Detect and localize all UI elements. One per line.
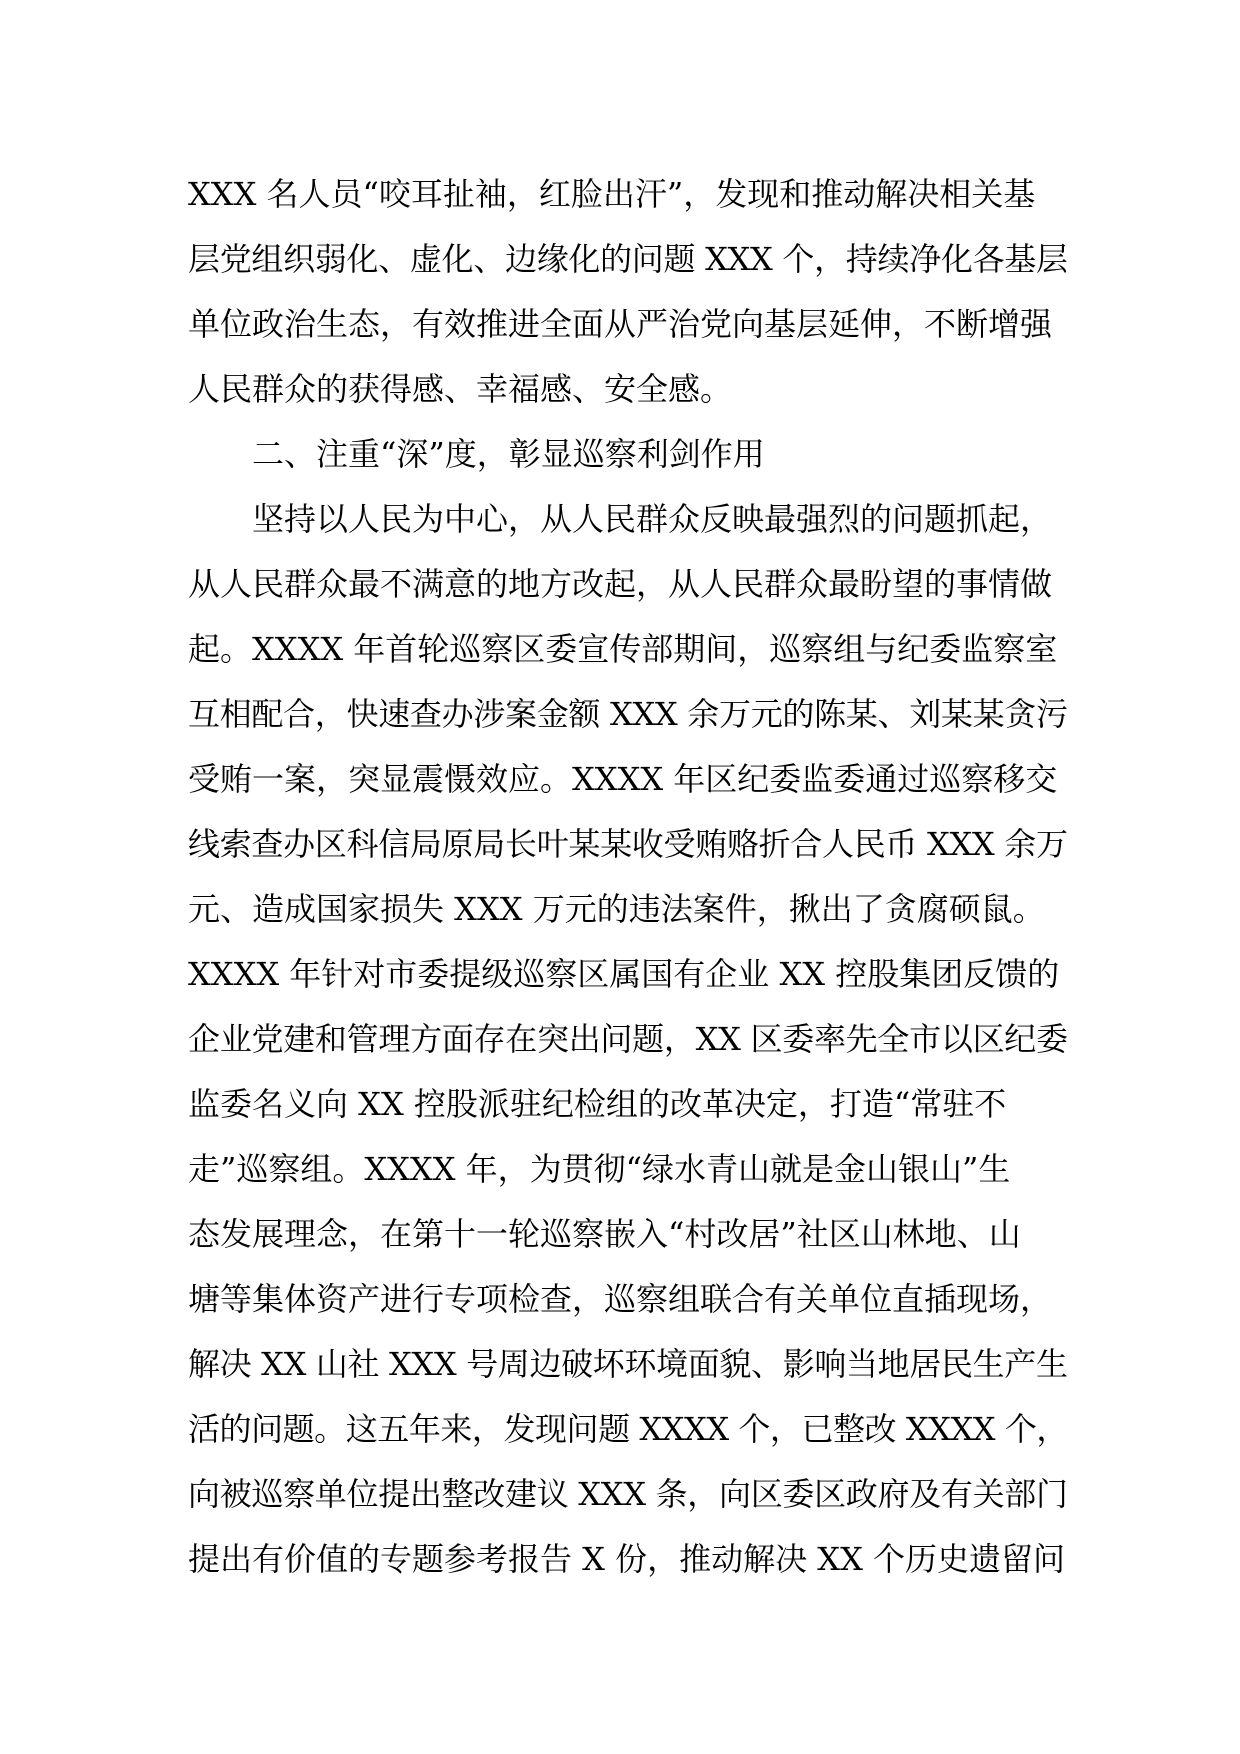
- text-line: 态发展理念，在第十一轮巡察嵌入“村改居”社区山林地、山: [188, 1215, 1021, 1253]
- text-line: 塘等集体资产进行专项检查，巡察组联合有关单位直插现场，: [188, 1280, 1053, 1318]
- text-line: 人民群众的获得感、幸福感、安全感。: [188, 370, 733, 408]
- text-line: 向被巡察单位提出整改建议 XXX 条，向区委区政府及有关部门: [188, 1475, 1068, 1513]
- text-line: 起。XXXX 年首轮巡察区委宣传部期间，巡察组与纪委监察室: [188, 630, 1058, 668]
- body-text: [188, 162, 1068, 1592]
- text-line: 解决 XX 山社 XXX 号周边破坏环境面貌、影响当地居民生产生: [188, 1345, 1068, 1383]
- text-line: 活的问题。这五年来，发现问题 XXXX 个，已整改 XXXX 个，: [188, 1410, 1068, 1448]
- text-line: 互相配合，快速查办涉案金额 XXX 余万元的陈某、刘某某贪污: [188, 695, 1068, 733]
- text-line: 受贿一案，突显震慑效应。XXXX 年区纪委监委通过巡察移交: [188, 760, 1058, 798]
- text-line: 坚持以人民为中心，从人民群众反映最强烈的问题抓起，: [252, 500, 1053, 538]
- text-line: 监委名义向 XX 控股派驻纪检组的改革决定，打造“常驻不: [188, 1085, 1007, 1123]
- text-line: XXXX 年针对市委提级巡察区属国有企业 XX 控股集团反馈的: [188, 955, 1060, 993]
- text-line: 走”巡察组。XXXX 年，为贯彻“绿水青山就是金山银山”生: [188, 1150, 1011, 1188]
- text-line: 单位政治生态，有效推进全面从严治党向基层延伸，不断增强: [188, 305, 1053, 343]
- text-line: 线索查办区科信局原局长叶某某收受贿赂折合人民币 XXX 余万: [188, 825, 1068, 863]
- section-heading: 二、注重“深”度，彰显巡察利剑作用: [252, 435, 765, 473]
- text-line: 企业党建和管理方面存在突出问题，XX 区委率先全市以区纪委: [188, 1020, 1068, 1058]
- text-line: 层党组织弱化、虚化、边缘化的问题 XXX 个，持续净化各基层: [188, 240, 1068, 278]
- text-line: 提出有价值的专题参考报告 X 份，推动解决 XX 个历史遗留问: [188, 1540, 1066, 1578]
- text-line: 元、造成国家损失 XXX 万元的违法案件，揪出了贪腐硕鼠。: [188, 890, 1045, 928]
- text-line: 从人民群众最不满意的地方改起，从人民群众最盼望的事情做: [188, 565, 1053, 603]
- text-line: XXX 名人员“咬耳扯袖，红脸出汗”，发现和推动解决相关基: [188, 175, 1036, 213]
